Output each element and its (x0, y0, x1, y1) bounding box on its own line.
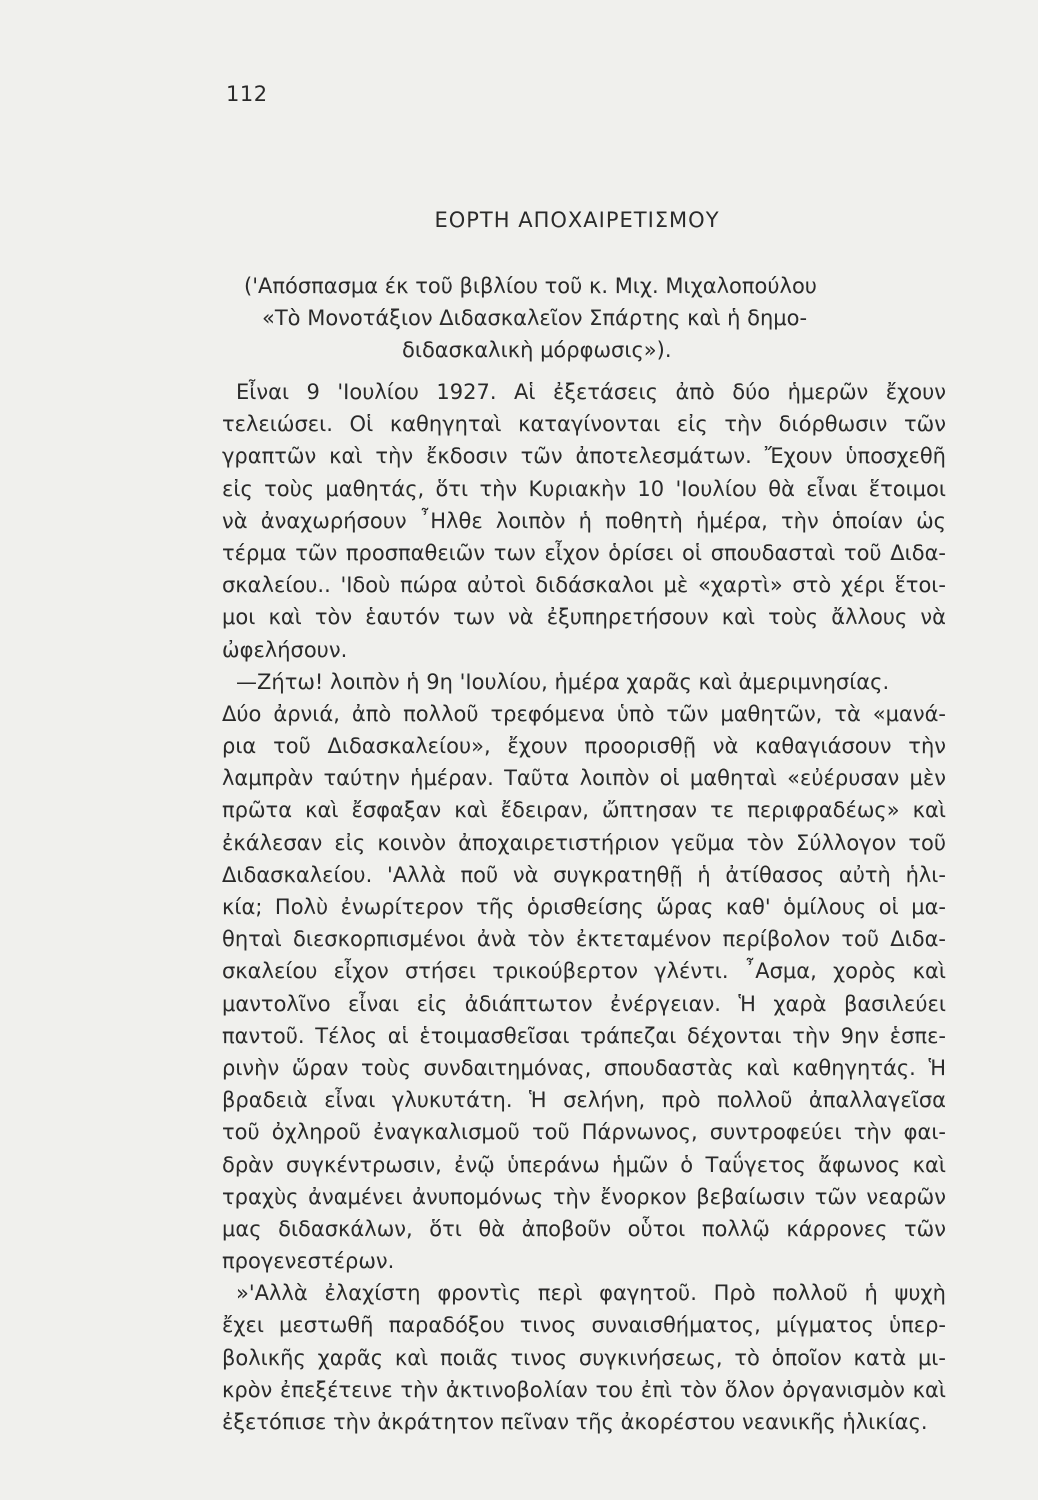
text-line: γραπτῶν καὶ τὴν ἔκδοσιν τῶν ἀποτελεσμάτων. Ἔχουν ὑποσχεθῆ (222, 444, 946, 469)
text-line: ὠφελήσουν. (222, 637, 348, 662)
excerpt-line: «Τὸ Μονοτάξιον Διδασκαλεῖον Σπάρτης καὶ ἡ δημο- (262, 306, 808, 330)
text-line: ρινὴν ὥραν τοὺς συνδαιτημόνας, σπουδαστὰς καὶ καθηγητάς. Ἡ (222, 1055, 946, 1080)
text-line: »'Αλλὰ ἐλαχίστη φροντὶς περὶ φαγητοῦ. Πρὸ πολλοῦ ἡ ψυχὴ (236, 1281, 946, 1306)
excerpt-note (244, 270, 944, 366)
text-line: τέρμα τῶν προσπαθειῶν των εἶχον ὁρίσει οἱ σπουδασταὶ τοῦ Διδα- (222, 540, 946, 565)
text-line: δρὰν συγκέντρωσιν, ἐνῷ ὑπεράνω ἡμῶν ὁ Ταΰγετος ἄφωνος καὶ (222, 1152, 946, 1177)
text-line: τραχὺς ἀναμένει ἀνυπομόνως τὴν ἔνορκον βεβαίωσιν τῶν νεαρῶν (222, 1184, 946, 1209)
text-line: θηταὶ διεσκορπισμένοι ἀνὰ τὸν ἐκτεταμένον περίβολον τοῦ Διδα- (222, 927, 946, 952)
text-line: —Ζήτω! λοιπὸν ἡ 9η 'Ιουλίου, ἡμέρα χαρᾶς καὶ ἀμεριμνησίας. (236, 669, 890, 694)
text-line: τελειώσει. Οἱ καθηγηταὶ καταγίνονται εἰς τὴν διόρθωσιν τῶν (222, 412, 946, 437)
text-line: Δύο ἀρνιά, ἀπὸ πολλοῦ τρεφόμενα ὑπὸ τῶν μαθητῶν, τὰ «μανά- (222, 701, 946, 726)
text-line: νὰ ἀναχωρήσουν ῏Ηλθε λοιπὸν ἡ ποθητὴ ἡμέρα, τὴν ὁποίαν ὡς (222, 508, 946, 533)
text-line: κρὸν ἐπεξέτεινε τὴν ἀκτινοβολίαν του ἐπὶ τὸν ὅλον ὀργανισμὸν καὶ (222, 1377, 946, 1402)
text-line: πρῶτα καὶ ἔσφαξαν καὶ ἔδειραν, ὤπτησαν τε περιφραδέως» καὶ (222, 798, 946, 823)
text-line: ρια τοῦ Διδασκαλείου», ἔχουν προορισθῇ νὰ καθαγιάσουν τὴν (222, 734, 946, 759)
body-text (222, 376, 946, 1438)
text-line: μας διδασκάλων, ὅτι θὰ ἀποβοῦν οὗτοι πολλῷ κάρρονες τῶν (222, 1216, 946, 1241)
text-line: λαμπρὰν ταύτην ἡμέραν. Ταῦτα λοιπὸν οἱ μαθηταὶ «εὐέρυσαν μὲν (222, 766, 946, 791)
text-line: μαντολῖνο εἶναι εἰς ἀδιάπτωτον ἐνέργειαν. Ἡ χαρὰ βασιλεύει (222, 991, 946, 1016)
text-line: προγενεστέρων. (222, 1249, 395, 1274)
text-line: βολικῆς χαρᾶς καὶ ποιᾶς τινος συγκινήσεως, τὸ ὁποῖον κατὰ μι- (222, 1345, 946, 1370)
text-line: ἔχει μεστωθῆ παραδόξου τινος συναισθήματος, μίγματος ὑπερ- (222, 1313, 946, 1338)
text-line: Διδασκαλείου. 'Αλλὰ ποῦ νὰ συγκρατηθῇ ἡ ἀτίθασος αὐτὴ ἡλι- (222, 862, 946, 887)
text-line: ἐξετόπισε τὴν ἀκράτητον πεῖναν τῆς ἀκορέστου νεανικῆς ἡλικίας. (222, 1410, 928, 1434)
text-line: μοι καὶ τὸν ἑαυτόν των νὰ ἐξυπηρετήσουν καὶ τοὺς ἄλλους νὰ (222, 605, 946, 630)
text-line: παντοῦ. Τέλος αἱ ἑτοιμασθεῖσαι τράπεζαι δέχονται τὴν 9ην ἑσπε- (222, 1023, 946, 1048)
text-line: σκαλείου.. 'Ιδοὺ πώρα αὐτοὶ διδάσκαλοι μὲ «χαρτὶ» στὸ χέρι ἕτοι- (222, 573, 946, 598)
excerpt-line: διδασκαλικὴ μόρφωσις»). (402, 338, 672, 362)
page-number: 112 (226, 82, 268, 106)
text-line: τοῦ ὀχληροῦ ἐναγκαλισμοῦ τοῦ Πάρνωνος, συντροφεύει τὴν φαι- (222, 1120, 946, 1145)
text-line: σκαλείου εἶχον στήσει τρικούβερτον γλέντι. ῏Ασμα, χορὸς καὶ (222, 959, 946, 984)
text-line: κία; Πολὺ ἐνωρίτερον τῆς ὁρισθείσης ὥρας καθ' ὁμίλους οἱ μα- (222, 895, 946, 919)
text-line: ἐκάλεσαν εἰς κοινὸν ἀποχαιρετιστήριον γεῦμα τὸν Σύλλογον τοῦ (222, 830, 946, 855)
text-line: βραδειὰ εἶναι γλυκυτάτη. Ἡ σελήνη, πρὸ πολλοῦ ἀπαλλαγεῖσα (222, 1088, 946, 1113)
text-line: Εἶναι 9 'Ιουλίου 1927. Αἱ ἐξετάσεις ἀπὸ δύο ἡμερῶν ἔχουν (236, 380, 946, 404)
text-line: εἰς τοὺς μαθητάς, ὅτι τὴν Κυριακὴν 10 'Ιουλίου θὰ εἶναι ἕτοιμοι (222, 476, 946, 501)
chapter-title: ΕΟΡΤΗ ΑΠΟΧΑΙΡΕΤΙΣΜΟΥ (434, 208, 720, 232)
excerpt-line: ('Απόσπασμα έκ τοῦ βιβλίου τοῦ κ. Μιχ. Μιχαλοπούλου (244, 274, 817, 298)
